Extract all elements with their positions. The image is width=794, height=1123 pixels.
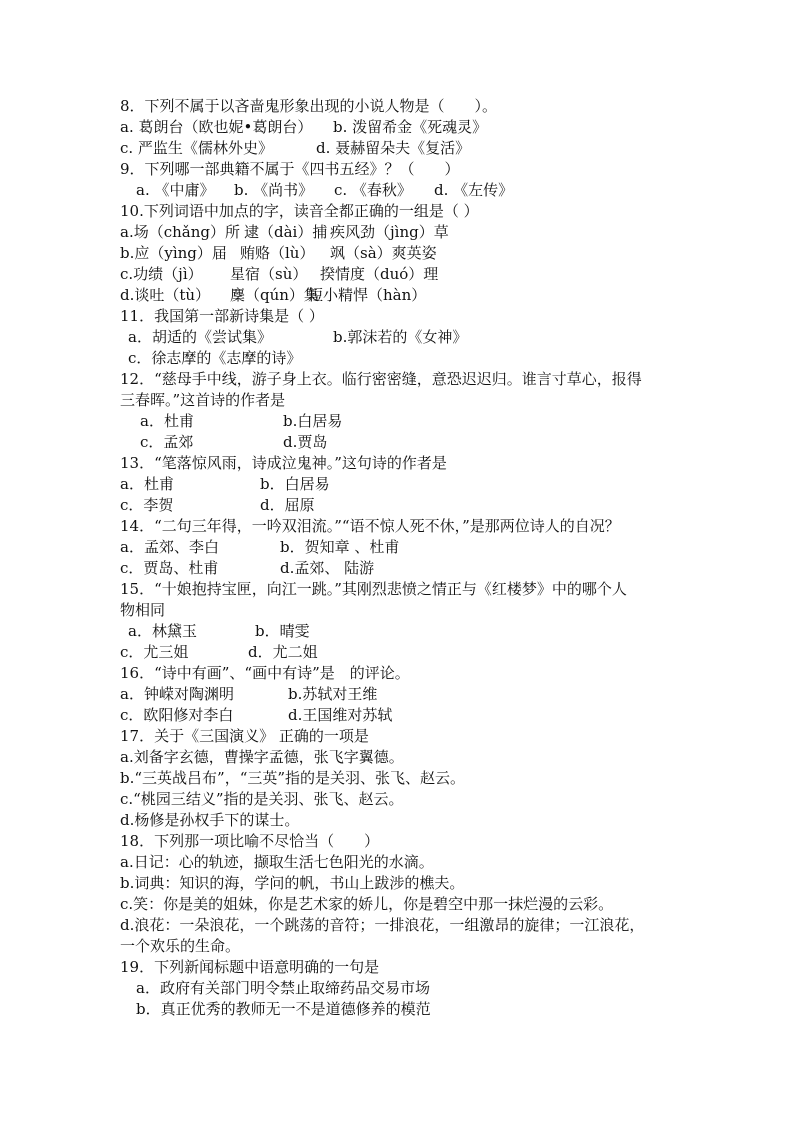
question-10-option-d (120, 285, 427, 305)
option-b: b．白居易 (260, 475, 330, 493)
question-12-stem-line-1: 12．“慈母手中线，游子身上衣。临行密密缝，意恐迟迟归。谁言寸草心，报得 (120, 370, 642, 388)
question-18-option-a: a.日记：心的轨迹，撷取生活七色阳光的水滴。 (120, 853, 434, 871)
option-a-word-3: 疾风劲（jìng）草 (330, 223, 449, 241)
option-a: a．杜甫 (140, 412, 194, 430)
option-d: d.贾岛 (283, 433, 328, 451)
question-11-options-ab (128, 327, 468, 347)
question-18-stem: 18．下列那一项比喻不尽恰当（ ） (120, 832, 380, 850)
question-18-option-d-line-1: d.浪花：一朵浪花，一个跳荡的音符；一排浪花，一组激昂的旋律；一江浪花， (120, 916, 645, 934)
question-10-option-c (120, 264, 439, 284)
question-19-stem: 19．下列新闻标题中语意明确的一句是 (120, 958, 380, 976)
option-d-word-2: 麇（qún）集 (230, 286, 319, 304)
option-b: b.郭沫若的《女神》 (333, 328, 468, 346)
question-16-options-cd (120, 705, 393, 725)
option-d: d. 《左传》 (434, 181, 514, 199)
question-19-option-a: a．政府有关部门明令禁止取缔药品交易市场 (136, 979, 430, 997)
option-d: d.王国维对苏轼 (288, 706, 393, 724)
question-19-option-b: b．真正优秀的教师无一不是道德修养的模范 (136, 1000, 431, 1018)
option-c-word-2: 星宿（sù） (230, 265, 308, 283)
option-c: c. 严监生《儒林外史》 (120, 139, 273, 157)
question-15-stem-line-1: 15．“十娘抱持宝匣，向江一跳。”其刚烈悲愤之情正与《红楼梦》中的哪个人 (120, 580, 627, 598)
question-15-options-cd (120, 642, 318, 662)
question-14-options-cd (120, 558, 375, 578)
option-b: b. 泼留希金《死魂灵》 (333, 118, 488, 136)
option-a: a．钟嵘对陶渊明 (120, 685, 234, 703)
option-b: b．晴雯 (255, 622, 310, 640)
option-c: c．孟郊 (140, 433, 194, 451)
question-10-option-b (120, 243, 437, 263)
option-c: c. 《春秋》 (334, 181, 412, 199)
option-c: c．贾岛、杜甫 (120, 559, 219, 577)
option-c: c．尤三姐 (120, 643, 189, 661)
question-8-options-cd (120, 138, 471, 158)
option-a: a. 《中庸》 (136, 181, 215, 199)
question-16-options-ab (120, 684, 378, 704)
option-c-word-1: c.功绩（jì） (120, 265, 203, 283)
option-d: d．尤二姐 (248, 643, 318, 661)
option-b: b．贺知章 、杜甫 (280, 538, 400, 556)
question-12-stem-line-2: 三春晖。”这首诗的作者是 (120, 391, 286, 409)
option-c: c．李贺 (120, 496, 174, 514)
option-a-word-1: a.场（chǎng）所 (120, 223, 240, 241)
question-10-option-a (120, 222, 449, 242)
question-15-stem-line-2: 物相同 (120, 601, 166, 619)
option-a: a．孟郊、李白 (120, 538, 219, 556)
option-b: b.白居易 (283, 412, 343, 430)
question-8-options-ab (120, 117, 488, 137)
question-11-stem: 11．我国第一部新诗集是（ ） (120, 307, 324, 325)
option-b: b.苏轼对王维 (288, 685, 378, 703)
question-18-option-d-line-2: 一个欢乐的生命。 (120, 937, 241, 955)
question-9-stem: 9．下列哪一部典籍不属于《四书五经》？（ ） (120, 160, 460, 178)
question-15-options-ab (128, 621, 310, 641)
question-17-option-d: d.杨修是孙权手下的谋士。 (120, 811, 300, 829)
option-b-word-3: 飒（sà）爽英姿 (330, 244, 437, 262)
option-b: b. 《尚书》 (234, 181, 314, 199)
question-12-options-cd (140, 432, 328, 452)
option-a: a．杜甫 (120, 475, 174, 493)
question-14-stem: 14．“二句三年得，一吟双泪流。”“语不惊人死不休，”是那两位诗人的自况？ (120, 517, 620, 535)
option-d-word-3: 短小精悍（hàn） (308, 286, 427, 304)
question-18-option-c: c.笑：你是美的姐妹，你是艺术家的娇儿，你是碧空中那一抹烂漫的云彩。 (120, 895, 614, 913)
option-a: a. 葛朗台（欧也妮•葛朗台） (120, 118, 313, 136)
question-17-option-b: b.“三英战吕布”，“三英”指的是关羽、张飞、赵云。 (120, 769, 466, 787)
option-b-word-1: b.应（yìng）届 (120, 244, 227, 262)
question-11-option-c: c．徐志摩的《志摩的诗》 (128, 349, 302, 367)
question-13-options-ab (120, 474, 330, 494)
question-9-options (136, 180, 514, 200)
question-12-options-ab (140, 411, 343, 431)
question-14-options-ab (120, 537, 400, 557)
question-18-option-b: b.词典：知识的海，学问的帆，书山上跋涉的樵夫。 (120, 874, 465, 892)
question-13-stem: 13．“笔落惊风雨，诗成泣鬼神。”这句诗的作者是 (120, 454, 447, 472)
option-c-word-3: 揆情度（duó）理 (320, 265, 439, 283)
question-17-option-c: c.“桃园三结义”指的是关羽、张飞、赵云。 (120, 790, 404, 808)
question-17-stem: 17．关于《三国演义》 正确的一项是 (120, 727, 369, 745)
option-a: a．胡适的《尝试集》 (128, 328, 272, 346)
question-16-stem: 16．“诗中有画”、“画中有诗”是 的评论。 (120, 664, 410, 682)
option-c: c．欧阳修对李白 (120, 706, 234, 724)
option-d: d.孟郊、 陆游 (280, 559, 375, 577)
option-a: a．林黛玉 (128, 622, 197, 640)
question-8-stem: 8．下列不属于以吝啬鬼形象出现的小说人物是（ ）。 (120, 97, 498, 115)
question-13-options-cd (120, 495, 315, 515)
option-d-word-1: d.谈吐（tù） (120, 286, 211, 304)
option-d: d．屈原 (260, 496, 315, 514)
option-b-word-2: 贿赂（lù） (240, 244, 315, 262)
option-a-word-2: 逮（dài）捕 (244, 223, 328, 241)
question-17-option-a: a.刘备字玄德，曹操字孟德，张飞字翼德。 (120, 748, 404, 766)
option-d: d. 聂赫留朵夫《复活》 (316, 139, 471, 157)
question-10-stem: 10.下列词语中加点的字，读音全都正确的一组是（ ） (120, 202, 479, 220)
